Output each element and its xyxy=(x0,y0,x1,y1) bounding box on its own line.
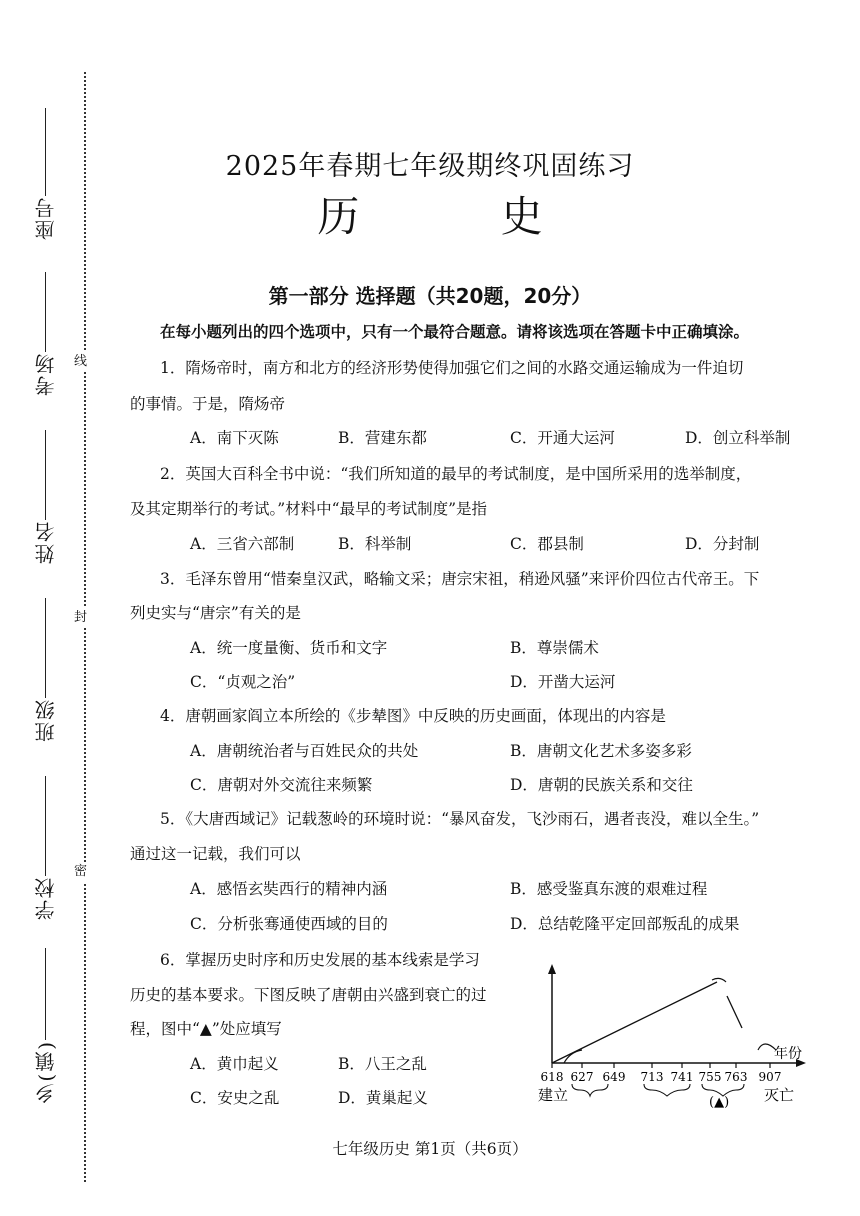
subject-title: 历 史 xyxy=(317,192,607,241)
y-axis xyxy=(548,964,556,1063)
seal-char-xian: 线 xyxy=(74,352,87,372)
question-1-line-1: 1．隋炀帝时，南方和北方的经济形势使得加强它们之间的水路交通运输成为一件迫切 xyxy=(160,359,744,377)
x-axis-label: 年份 xyxy=(774,1046,802,1062)
tick-label-755: 755 xyxy=(698,1070,722,1084)
page-footer: 七年级历史 第1页（共6页） xyxy=(332,1140,528,1158)
tick-label-741: 741 xyxy=(670,1070,694,1084)
field-class[interactable] xyxy=(28,598,62,742)
tick-label-713: 713 xyxy=(640,1070,664,1084)
tick-label-649: 649 xyxy=(602,1070,626,1084)
decline-line xyxy=(727,996,742,1028)
q1-option-d[interactable]: D．创立科举制 xyxy=(685,429,791,447)
tick-label-907: 907 xyxy=(758,1070,782,1084)
name-label: 姓名 xyxy=(33,520,58,564)
question-4-line-1: 4．唐朝画家阎立本所绘的《步辇图》中反映的历史画面，体现出的内容是 xyxy=(160,707,666,725)
q5-option-b[interactable]: B．感受鉴真东渡的艰难过程 xyxy=(510,880,708,898)
q4-option-c[interactable]: C．唐朝对外交流往来频繁 xyxy=(190,776,373,794)
q3-option-a[interactable]: A．统一度量衡、货币和文字 xyxy=(190,639,388,657)
brace-713-741 xyxy=(644,1084,690,1096)
q1-option-a[interactable]: A．南下灭陈 xyxy=(190,429,279,447)
school-label: 学校 xyxy=(33,876,58,920)
brace-627-649 xyxy=(572,1084,608,1096)
class-blank[interactable] xyxy=(45,598,46,698)
q5-option-d[interactable]: D．总结乾隆平定回部叛乱的成果 xyxy=(510,915,740,933)
tang-dynasty-timeline xyxy=(532,960,822,1110)
q2-option-b[interactable]: B．科举制 xyxy=(338,535,412,553)
question-1-line-2: 的事情。于是，隋炀帝 xyxy=(130,395,286,413)
tick-label-627: 627 xyxy=(570,1070,594,1084)
instruction-text: 在每小题列出的四个选项中，只有一个最符合题意。请将该选项在答题卡中正确填涂。 xyxy=(160,323,750,341)
question-5-line-2: 通过这一记载，我们可以 xyxy=(130,845,301,863)
school-blank[interactable] xyxy=(45,776,46,876)
q6-option-b[interactable]: B．八王之乱 xyxy=(338,1055,427,1073)
field-township[interactable] xyxy=(28,948,62,1104)
q4-option-d[interactable]: D．唐朝的民族关系和交往 xyxy=(510,776,693,794)
question-2-line-1: 2．英国大百科全书中说：“我们所知道的最早的考试制度，是中国所采用的选举制度， xyxy=(160,465,752,483)
q2-option-c[interactable]: C．郡县制 xyxy=(510,535,584,553)
seal-char-mi: 密 xyxy=(74,862,87,882)
seal-char-feng: 封 xyxy=(74,608,87,628)
township-label: 乡(镇) xyxy=(33,1040,58,1104)
question-6-line-2: 历史的基本要求。下图反映了唐朝由兴盛到衰亡的过 xyxy=(130,986,487,1004)
tick-label-763: 763 xyxy=(724,1070,748,1084)
question-3-line-2: 列史实与“唐宗”有关的是 xyxy=(130,604,301,622)
q2-option-d[interactable]: D．分封制 xyxy=(685,535,760,553)
seat-number-label: 座号 xyxy=(33,196,58,240)
q3-option-c[interactable]: C．“贞观之治” xyxy=(190,673,296,691)
peak-curve xyxy=(712,978,726,982)
exam-room-label: 考场 xyxy=(33,352,58,396)
q5-option-c[interactable]: C．分析张骞通使西域的目的 xyxy=(190,915,388,933)
name-blank[interactable] xyxy=(45,430,46,520)
marker-label: (▲) xyxy=(709,1095,730,1110)
township-blank[interactable] xyxy=(45,948,46,1040)
end-label: 灭亡 xyxy=(764,1086,795,1104)
start-label: 建立 xyxy=(538,1086,569,1104)
q6-option-c[interactable]: C．安史之乱 xyxy=(190,1089,280,1107)
question-5-line-1: 5．《大唐西域记》记载葱岭的环境时说：“暴风奋发，飞沙雨石，遇者丧没，难以全生。” xyxy=(160,810,760,828)
exam-title: 2025年春期七年级期终巩固练习 xyxy=(225,151,635,182)
q4-option-a[interactable]: A．唐朝统治者与百姓民众的共处 xyxy=(190,742,419,760)
q3-option-d[interactable]: D．开凿大运河 xyxy=(510,673,616,691)
field-name[interactable] xyxy=(28,430,62,564)
question-2-line-2: 及其定期举行的考试。”材料中“最早的考试制度”是指 xyxy=(130,500,488,518)
q2-option-a[interactable]: A．三省六部制 xyxy=(190,535,295,553)
question-3-line-1: 3．毛泽东曾用“惜秦皇汉武，略输文采；唐宗宋祖，稍逊风骚”来评价四位古代帝王。下 xyxy=(160,570,760,588)
q6-option-d[interactable]: D．黄巢起义 xyxy=(338,1089,428,1107)
class-label: 班级 xyxy=(33,698,58,742)
section-title: 第一部分 选择题（共20题，20分） xyxy=(268,284,592,308)
q1-option-c[interactable]: C．开通大运河 xyxy=(510,429,615,447)
tick-label-618: 618 xyxy=(540,1070,564,1084)
q4-option-b[interactable]: B．唐朝文化艺术多姿多彩 xyxy=(510,742,692,760)
field-school[interactable] xyxy=(28,776,62,920)
q3-option-b[interactable]: B．尊崇儒术 xyxy=(510,639,599,657)
q6-option-a[interactable]: A．黄巾起义 xyxy=(190,1055,279,1073)
x-axis xyxy=(552,1059,806,1067)
question-6-line-1: 6．掌握历史时序和历史发展的基本线索是学习 xyxy=(160,951,480,969)
q1-option-b[interactable]: B．营建东都 xyxy=(338,429,427,447)
question-6-line-3: 程，图中“▲”处应填写 xyxy=(130,1020,282,1038)
q5-option-a[interactable]: A．感悟玄奘西行的精神内涵 xyxy=(190,880,388,898)
